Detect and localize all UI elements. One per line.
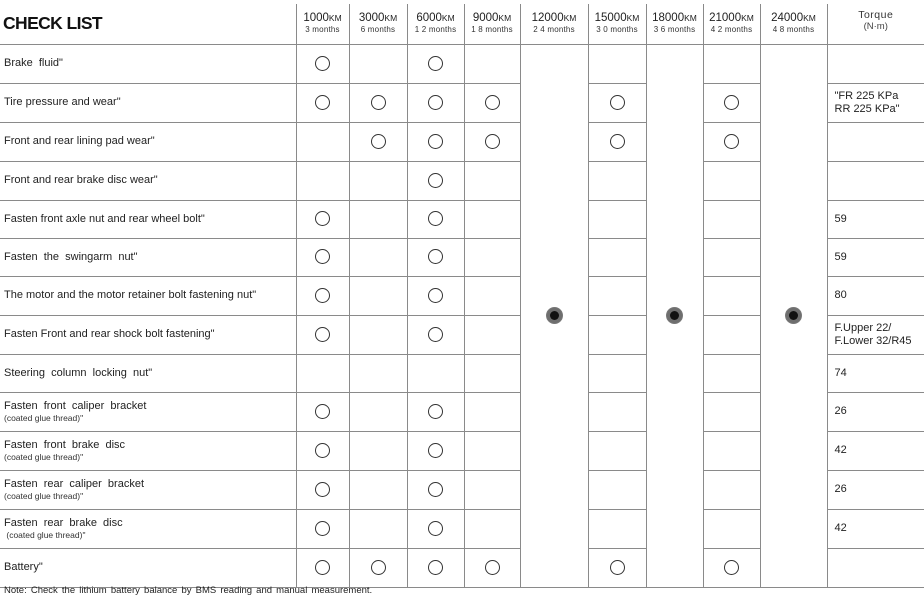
- mark-cell: [407, 83, 464, 122]
- torque-value: 26: [834, 405, 847, 417]
- mark-cell: [703, 509, 760, 548]
- torque-value: 42: [834, 522, 847, 534]
- item-cell: [0, 354, 296, 392]
- interval-months: 3 months: [305, 24, 340, 34]
- interval-km: [647, 12, 703, 24]
- interval-km: [350, 12, 407, 24]
- item-label: Tire pressure and wear": [4, 96, 121, 108]
- inspect-circle-icon: [610, 560, 625, 575]
- torque-cell: [827, 548, 924, 587]
- mark-cell: [703, 122, 760, 161]
- item-label: Fasten rear brake disc: [4, 516, 123, 529]
- inspect-circle-icon: [371, 134, 386, 149]
- item-label: Fasten rear caliper bracket: [4, 477, 145, 490]
- item-cell: [0, 470, 296, 509]
- torque-cell: [827, 200, 924, 238]
- inspect-circle-icon: [315, 95, 330, 110]
- mark-cell: [464, 392, 520, 431]
- torque-cell: [827, 509, 924, 548]
- mark-cell: [464, 200, 520, 238]
- inspect-circle-icon: [428, 521, 443, 536]
- interval-km-unit: KM: [741, 12, 754, 23]
- interval-header-24000: [760, 4, 827, 44]
- mark-cell: [703, 276, 760, 315]
- interval-km: [297, 12, 349, 24]
- inspect-circle-icon: [724, 134, 739, 149]
- mark-cell: [349, 83, 407, 122]
- interval-header-9000: [464, 4, 520, 44]
- mark-cell: [349, 354, 407, 392]
- item-sublabel: (coated glue thread)": [4, 412, 84, 423]
- mark-cell: [349, 200, 407, 238]
- mark-cell: [296, 431, 349, 470]
- inspect-circle-icon: [371, 95, 386, 110]
- mark-cell: [407, 354, 464, 392]
- inspect-circle-icon: [428, 56, 443, 71]
- mark-cell: [588, 354, 646, 392]
- mark-cell: [588, 44, 646, 83]
- item-sublabel: (coated glue thread)": [4, 490, 84, 501]
- torque-value: 26: [834, 483, 847, 495]
- inspect-circle-icon: [428, 173, 443, 188]
- inspect-circle-icon: [485, 134, 500, 149]
- item-cell: [0, 509, 296, 548]
- torque-cell: [827, 392, 924, 431]
- interval-km-unit: KM: [626, 12, 640, 23]
- item-sublabel: (coated glue thread)": [4, 529, 86, 540]
- checklist-body: [0, 44, 924, 587]
- interval-months: 6 months: [360, 24, 396, 34]
- interval-header-6000: [407, 4, 464, 44]
- mark-cell: [588, 470, 646, 509]
- mark-cell: [349, 431, 407, 470]
- torque-cell: [827, 83, 924, 122]
- inspect-circle-icon: [315, 404, 330, 419]
- torque-unit: (N·m): [863, 20, 888, 32]
- interval-header-1000: [296, 4, 349, 44]
- inspect-circle-icon: [428, 327, 443, 342]
- mark-cell: [407, 44, 464, 83]
- torque-cell: [827, 315, 924, 354]
- mark-cell: [296, 122, 349, 161]
- inspect-circle-icon: [428, 249, 443, 264]
- full-service-cell-18000: [646, 44, 703, 587]
- mark-cell: [407, 509, 464, 548]
- item-label: Battery": [4, 561, 43, 573]
- mark-cell: [703, 315, 760, 354]
- mark-cell: [407, 122, 464, 161]
- interval-km: [589, 12, 646, 24]
- interval-header-3000: [349, 4, 407, 44]
- mark-cell: [296, 548, 349, 587]
- interval-km-value: 12000: [531, 11, 564, 24]
- item-sublabel: (coated glue thread)": [4, 451, 84, 462]
- mark-cell: [349, 122, 407, 161]
- mark-cell: [464, 83, 520, 122]
- filled-dot-icon: [546, 307, 563, 324]
- inspect-circle-icon: [485, 95, 500, 110]
- mark-cell: [349, 392, 407, 431]
- item-cell: [0, 276, 296, 315]
- mark-cell: [588, 83, 646, 122]
- mark-cell: [349, 276, 407, 315]
- interval-header-12000: [520, 4, 588, 44]
- mark-cell: [464, 354, 520, 392]
- inspect-circle-icon: [610, 134, 625, 149]
- interval-months: 4 8 months: [772, 24, 815, 34]
- interval-months: 1 2 months: [414, 24, 457, 34]
- mark-cell: [703, 161, 760, 200]
- mark-cell: [407, 470, 464, 509]
- item-cell: [0, 122, 296, 161]
- item-cell: [0, 83, 296, 122]
- mark-cell: [588, 276, 646, 315]
- item-label: Steering column locking nut": [4, 366, 153, 379]
- interval-km: [408, 12, 464, 24]
- inspect-circle-icon: [428, 134, 443, 149]
- interval-km-value: 9000: [472, 11, 499, 24]
- inspect-circle-icon: [371, 560, 386, 575]
- item-cell: [0, 238, 296, 276]
- interval-km-value: 18000: [652, 11, 685, 24]
- item-label: The motor and the motor retainer bolt fastening nut": [4, 289, 257, 301]
- mark-cell: [296, 83, 349, 122]
- item-label: Fasten the swingarm nut": [4, 250, 138, 263]
- mark-cell: [296, 161, 349, 200]
- mark-cell: [588, 509, 646, 548]
- mark-cell: [349, 315, 407, 354]
- torque-value: F.Upper 22/: [834, 321, 892, 334]
- mark-cell: [588, 122, 646, 161]
- mark-cell: [296, 276, 349, 315]
- interval-months: 3 6 months: [653, 24, 696, 34]
- interval-km-unit: KM: [684, 12, 697, 23]
- torque-value-line2: F.Lower 32/R45: [834, 334, 912, 347]
- inspect-circle-icon: [485, 560, 500, 575]
- mark-cell: [349, 238, 407, 276]
- item-cell: [0, 161, 296, 200]
- interval-km-unit: KM: [803, 12, 816, 23]
- torque-cell: [827, 161, 924, 200]
- mark-cell: [349, 161, 407, 200]
- mark-cell: [703, 44, 760, 83]
- footnote: Note: Check the lithium battery balance by BMS reading and manual measurement.: [4, 585, 373, 596]
- interval-km-unit: KM: [384, 12, 398, 23]
- mark-cell: [296, 315, 349, 354]
- torque-cell: [827, 44, 924, 83]
- torque-value-line2: RR 225 KPa": [834, 102, 900, 115]
- inspect-circle-icon: [315, 211, 330, 226]
- interval-km-value: 6000: [416, 11, 442, 24]
- torque-header: [827, 4, 924, 44]
- inspect-circle-icon: [315, 327, 330, 342]
- item-label: Front and rear brake disc wear": [4, 174, 158, 186]
- item-label: Fasten front axle nut and rear wheel bolt": [4, 212, 205, 225]
- mark-cell: [296, 354, 349, 392]
- full-service-cell-24000: [760, 44, 827, 587]
- interval-header-18000: [646, 4, 703, 44]
- mark-cell: [349, 548, 407, 587]
- inspect-circle-icon: [315, 443, 330, 458]
- mark-cell: [464, 470, 520, 509]
- torque-cell: [827, 354, 924, 392]
- mark-cell: [464, 509, 520, 548]
- interval-km-unit: KM: [328, 12, 342, 23]
- interval-header-21000: [703, 4, 760, 44]
- mark-cell: [703, 354, 760, 392]
- mark-cell: [464, 276, 520, 315]
- mark-cell: [703, 548, 760, 587]
- mark-cell: [464, 44, 520, 83]
- mark-cell: [464, 161, 520, 200]
- inspect-circle-icon: [428, 482, 443, 497]
- interval-km-value: 3000: [358, 11, 385, 24]
- full-service-cell-12000: [520, 44, 588, 587]
- torque-cell: [827, 238, 924, 276]
- mark-cell: [407, 200, 464, 238]
- torque-cell: [827, 470, 924, 509]
- interval-km: [521, 12, 588, 24]
- mark-cell: [588, 238, 646, 276]
- item-cell: [0, 392, 296, 431]
- mark-cell: [588, 431, 646, 470]
- mark-cell: [407, 548, 464, 587]
- item-cell: [0, 431, 296, 470]
- mark-cell: [349, 44, 407, 83]
- inspect-circle-icon: [610, 95, 625, 110]
- interval-km: [761, 12, 827, 24]
- mark-cell: [588, 315, 646, 354]
- mark-cell: [349, 509, 407, 548]
- item-cell: [0, 200, 296, 238]
- interval-km: [465, 12, 520, 24]
- inspect-circle-icon: [428, 288, 443, 303]
- mark-cell: [588, 161, 646, 200]
- torque-value: 42: [834, 444, 847, 456]
- torque-cell: [827, 122, 924, 161]
- interval-months: 2 4 months: [533, 24, 575, 34]
- interval-km-unit: KM: [441, 12, 455, 23]
- inspect-circle-icon: [315, 288, 330, 303]
- mark-cell: [296, 44, 349, 83]
- interval-km-value: 15000: [594, 11, 627, 24]
- mark-cell: [703, 392, 760, 431]
- interval-header-15000: [588, 4, 646, 44]
- torque-value: 59: [834, 212, 847, 225]
- item-label: Fasten Front and rear shock bolt fastening": [4, 328, 215, 340]
- checklist-table: [0, 4, 924, 588]
- torque-value: 74: [834, 366, 847, 379]
- mark-cell: [407, 392, 464, 431]
- inspect-circle-icon: [315, 249, 330, 264]
- interval-km-value: 24000: [771, 11, 804, 24]
- header-row: [0, 4, 924, 44]
- item-label: Brake fluid": [4, 57, 63, 69]
- torque-value: "FR 225 KPa: [834, 89, 899, 102]
- mark-cell: [296, 509, 349, 548]
- mark-cell: [588, 548, 646, 587]
- item-cell: [0, 548, 296, 587]
- inspect-circle-icon: [428, 95, 443, 110]
- item-label: Front and rear lining pad wear": [4, 135, 155, 147]
- interval-km-value: 1000: [303, 11, 329, 24]
- interval-km-unit: KM: [498, 12, 512, 23]
- interval-km-unit: KM: [563, 12, 577, 23]
- page-title: CHECK LIST: [3, 13, 103, 34]
- table-row: [0, 44, 924, 83]
- interval-months: 4 2 months: [710, 24, 753, 34]
- inspect-circle-icon: [315, 56, 330, 71]
- mark-cell: [588, 200, 646, 238]
- torque-value: 80: [834, 289, 847, 301]
- mark-cell: [703, 238, 760, 276]
- inspect-circle-icon: [315, 521, 330, 536]
- inspect-circle-icon: [315, 560, 330, 575]
- mark-cell: [349, 470, 407, 509]
- mark-cell: [296, 238, 349, 276]
- item-cell: [0, 315, 296, 354]
- item-label: Fasten front caliper bracket: [4, 399, 147, 412]
- mark-cell: [464, 315, 520, 354]
- inspect-circle-icon: [428, 211, 443, 226]
- mark-cell: [588, 392, 646, 431]
- mark-cell: [464, 548, 520, 587]
- mark-cell: [296, 392, 349, 431]
- inspect-circle-icon: [428, 560, 443, 575]
- mark-cell: [407, 315, 464, 354]
- torque-value: 59: [834, 250, 847, 263]
- torque-cell: [827, 276, 924, 315]
- interval-km: [704, 12, 760, 24]
- mark-cell: [296, 470, 349, 509]
- filled-dot-icon: [785, 307, 802, 324]
- inspect-circle-icon: [315, 482, 330, 497]
- mark-cell: [703, 83, 760, 122]
- mark-cell: [464, 238, 520, 276]
- torque-cell: [827, 431, 924, 470]
- torque-label: Torque: [858, 8, 894, 21]
- mark-cell: [703, 200, 760, 238]
- inspect-circle-icon: [428, 404, 443, 419]
- item-cell: [0, 44, 296, 83]
- mark-cell: [407, 431, 464, 470]
- mark-cell: [296, 200, 349, 238]
- mark-cell: [464, 122, 520, 161]
- mark-cell: [703, 470, 760, 509]
- filled-dot-icon: [666, 307, 683, 324]
- mark-cell: [703, 431, 760, 470]
- inspect-circle-icon: [724, 95, 739, 110]
- interval-km-value: 21000: [709, 11, 742, 24]
- interval-months: 1 8 months: [471, 24, 513, 34]
- mark-cell: [407, 238, 464, 276]
- inspect-circle-icon: [428, 443, 443, 458]
- mark-cell: [464, 431, 520, 470]
- item-label: Fasten front brake disc: [4, 438, 126, 451]
- inspect-circle-icon: [724, 560, 739, 575]
- mark-cell: [407, 161, 464, 200]
- interval-months: 3 0 months: [596, 24, 638, 34]
- title-cell: [0, 4, 296, 44]
- mark-cell: [407, 276, 464, 315]
